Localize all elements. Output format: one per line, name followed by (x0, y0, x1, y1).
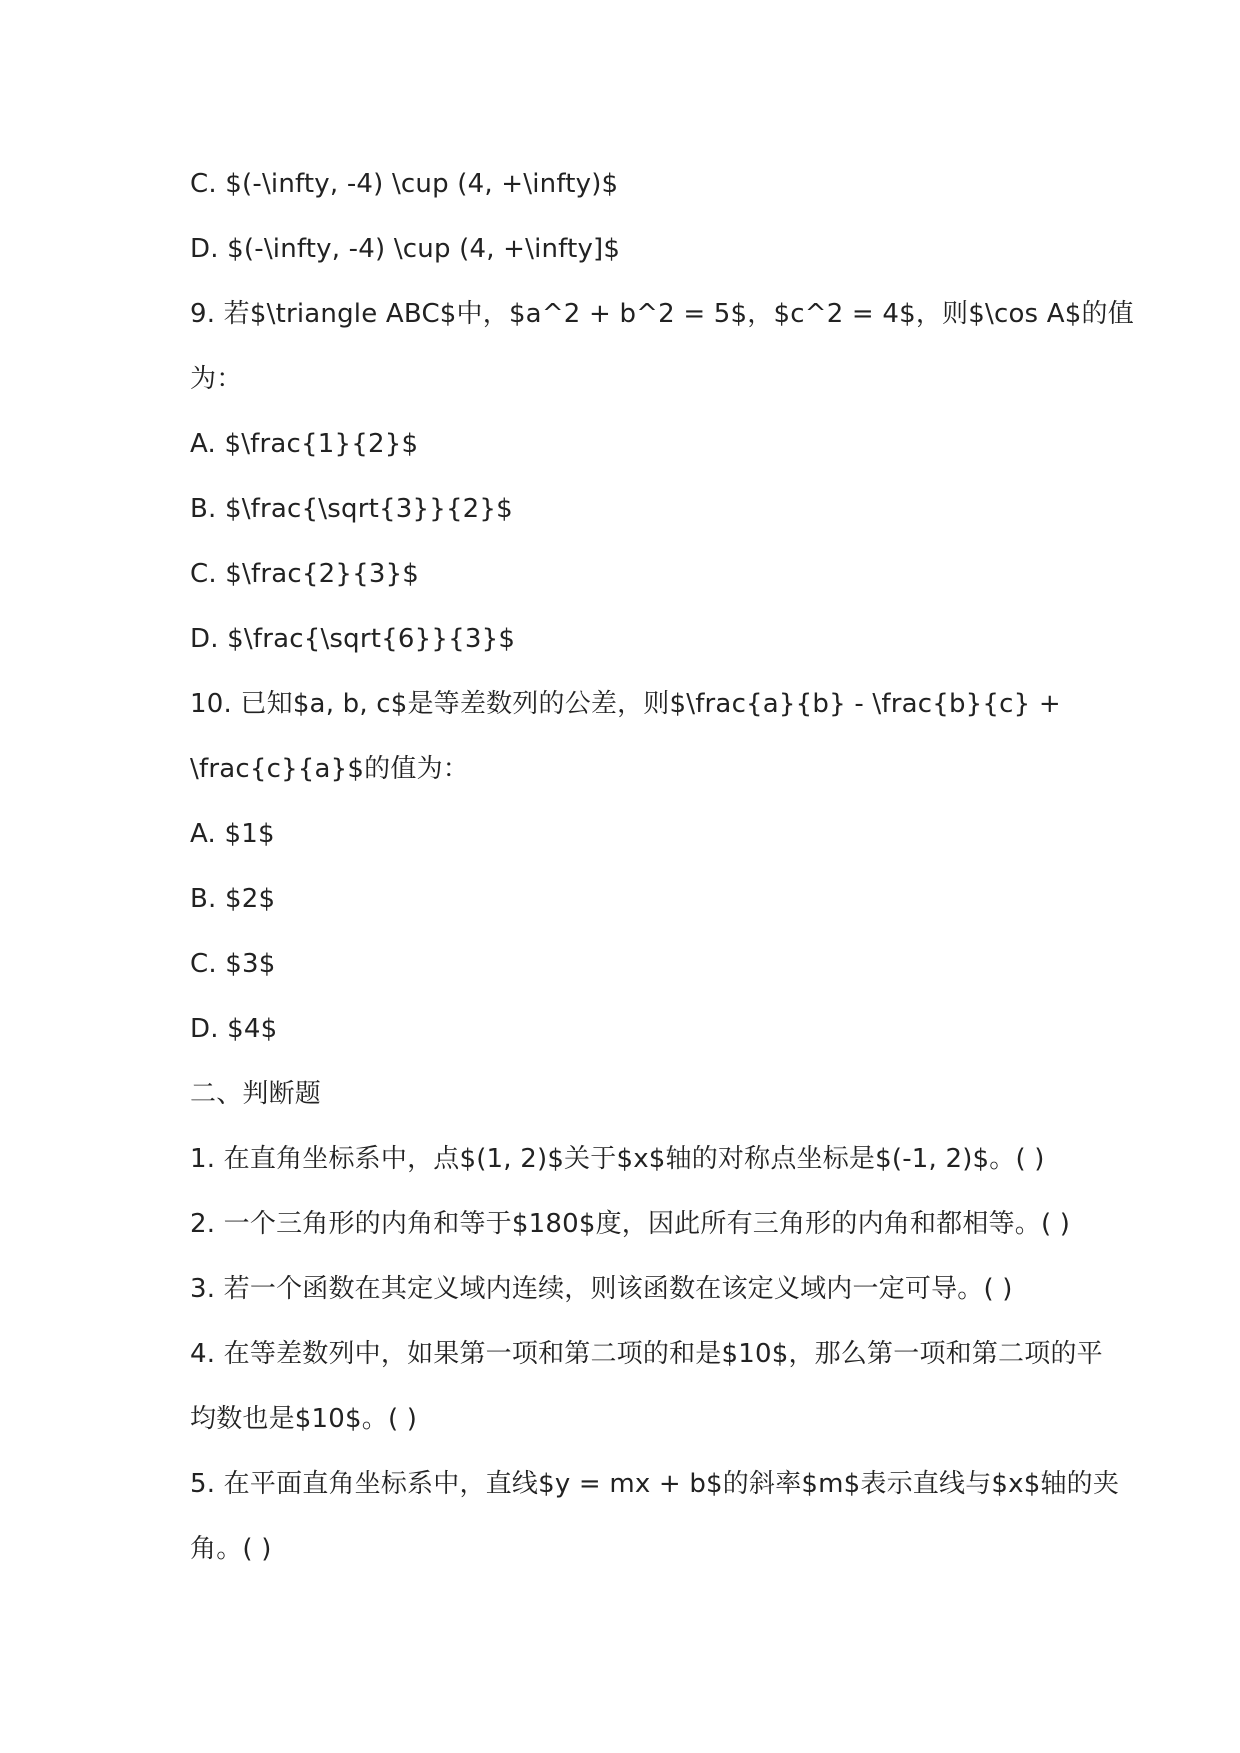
tf-question-2: 2. 一个三角形的内角和等于$180$度，因此所有三角形的内角和都相等。( ) (190, 1209, 1071, 1239)
tf-question-1: 1. 在直角坐标系中，点$(1, 2)$关于$x$轴的对称点坐标是$(-1, 2)$。( ) (190, 1144, 1045, 1174)
tf-question-5: 5. 在平面直角坐标系中，直线$y = mx + b$的斜率$m$表示直线与$x$轴的夹 (190, 1469, 1120, 1499)
option-b-q10: B. $2$ (190, 884, 276, 914)
question-10-continued: \frac{c}{a}$的值为： (190, 754, 469, 784)
option-d-q10: D. $4$ (190, 1014, 278, 1044)
tf-question-4: 4. 在等差数列中，如果第一项和第二项的和是$10$，那么第一项和第二项的平 (190, 1339, 1103, 1369)
tf-question-4-continued: 均数也是$10$。( ) (190, 1404, 418, 1434)
section-heading-true-false: 二、判断题 (190, 1079, 322, 1109)
option-b-q9: B. $\frac{\sqrt{3}}{2}$ (190, 494, 513, 524)
option-c-q8: C. $(-\infty, -4) \cup (4, +\infty)$ (190, 169, 619, 199)
tf-question-3: 3. 若一个函数在其定义域内连续，则该函数在该定义域内一定可导。( ) (190, 1274, 1013, 1304)
option-d-q9: D. $\frac{\sqrt{6}}{3}$ (190, 624, 516, 654)
option-a-q10: A. $1$ (190, 819, 275, 849)
tf-question-5-continued: 角。( ) (190, 1534, 272, 1564)
question-9-continued: 为： (190, 364, 243, 394)
option-c-q9: C. $\frac{2}{3}$ (190, 559, 420, 589)
option-a-q9: A. $\frac{1}{2}$ (190, 429, 419, 459)
option-d-q8: D. $(-\infty, -4) \cup (4, +\infty]$ (190, 234, 621, 264)
question-10: 10. 已知$a, b, c$是等差数列的公差，则$\frac{a}{b} - \frac{b}{c} + (190, 689, 1061, 719)
question-9: 9. 若$\triangle ABC$中，$a^2 + b^2 = 5$，$c^2 = 4$，则$\cos A$的值 (190, 299, 1134, 329)
option-c-q10: C. $3$ (190, 949, 276, 979)
